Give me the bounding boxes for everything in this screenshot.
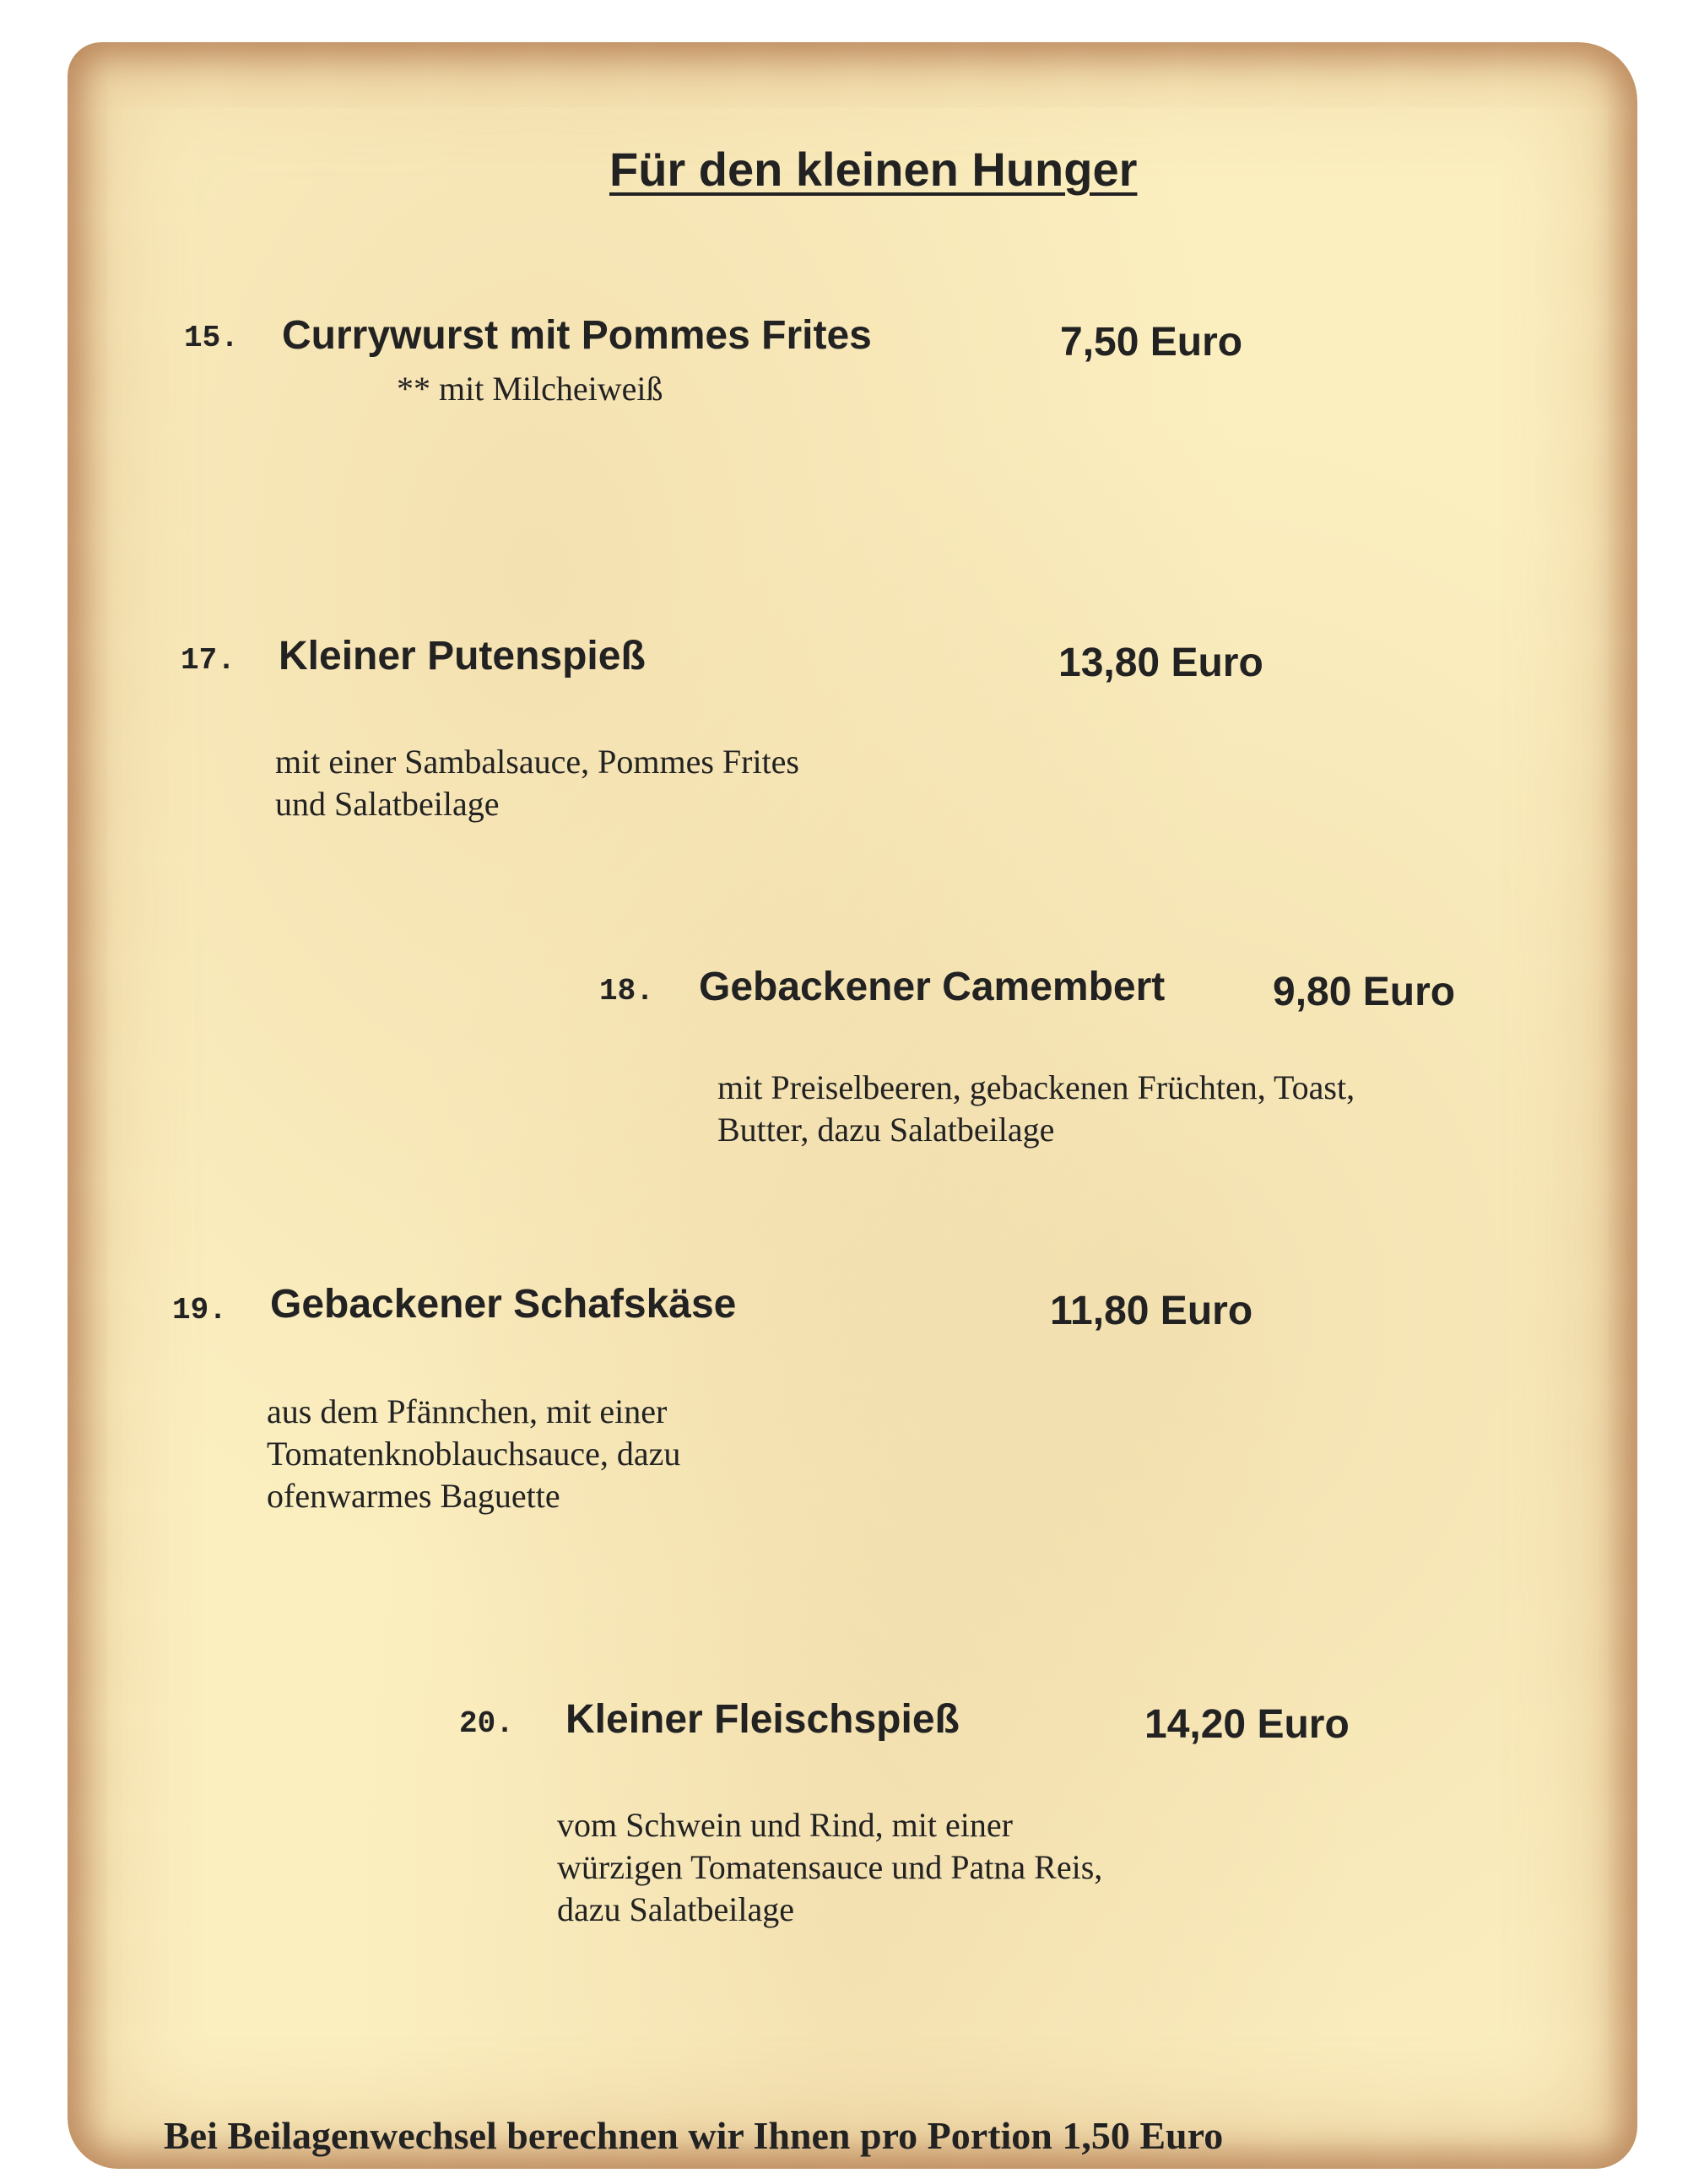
- page-title: Für den kleinen Hunger: [609, 143, 1138, 196]
- description-line: würzigen Tomatensauce und Patna Reis,: [557, 1848, 1103, 1886]
- item-price: 14,20 Euro: [1144, 1702, 1350, 1747]
- item-name: Gebackener Camembert: [699, 965, 1166, 1009]
- item-number: 19.: [172, 1293, 227, 1327]
- description-line: vom Schwein und Rind, mit einer: [557, 1806, 1013, 1844]
- item-name: Currywurst mit Pommes Frites: [282, 313, 872, 358]
- item-number: 17.: [181, 643, 235, 678]
- item-note: ** mit Milcheiweiß: [397, 370, 663, 408]
- description-line: Butter, dazu Salatbeilage: [717, 1111, 1055, 1149]
- item-number: 18.: [599, 974, 654, 1008]
- side-dish-surcharge-note: Bei Beilagenwechsel berechnen wir Ihnen pro Portion 1,50 Euro: [164, 2114, 1224, 2157]
- item-price: 11,80 Euro: [1050, 1289, 1253, 1333]
- item-number: 15.: [184, 321, 239, 355]
- item-description: [275, 741, 799, 825]
- description-line: aus dem Pfännchen, mit einer: [267, 1392, 668, 1430]
- item-name: Kleiner Putenspieß: [279, 634, 646, 678]
- item-number: 20.: [459, 1706, 514, 1741]
- item-price: 13,80 Euro: [1058, 641, 1263, 685]
- item-description: [557, 1804, 1102, 1931]
- item-description: [267, 1391, 680, 1517]
- description-line: mit einer Sambalsauce, Pommes Frites: [275, 743, 799, 781]
- description-line: mit Preiselbeeren, gebackenen Früchten, Toast,: [717, 1068, 1355, 1106]
- item-price: 7,50 Euro: [1060, 320, 1243, 365]
- description-line: dazu Salatbeilage: [557, 1890, 794, 1928]
- item-name: Kleiner Fleischspieß: [565, 1697, 960, 1742]
- description-line: und Salatbeilage: [275, 785, 500, 823]
- description-line: Tomatenknoblauchsauce, dazu: [267, 1435, 681, 1473]
- item-description: [717, 1067, 1355, 1151]
- description-line: ofenwarmes Baguette: [267, 1477, 560, 1515]
- item-name: Gebackener Schafskäse: [270, 1282, 737, 1327]
- item-price: 9,80 Euro: [1273, 970, 1456, 1014]
